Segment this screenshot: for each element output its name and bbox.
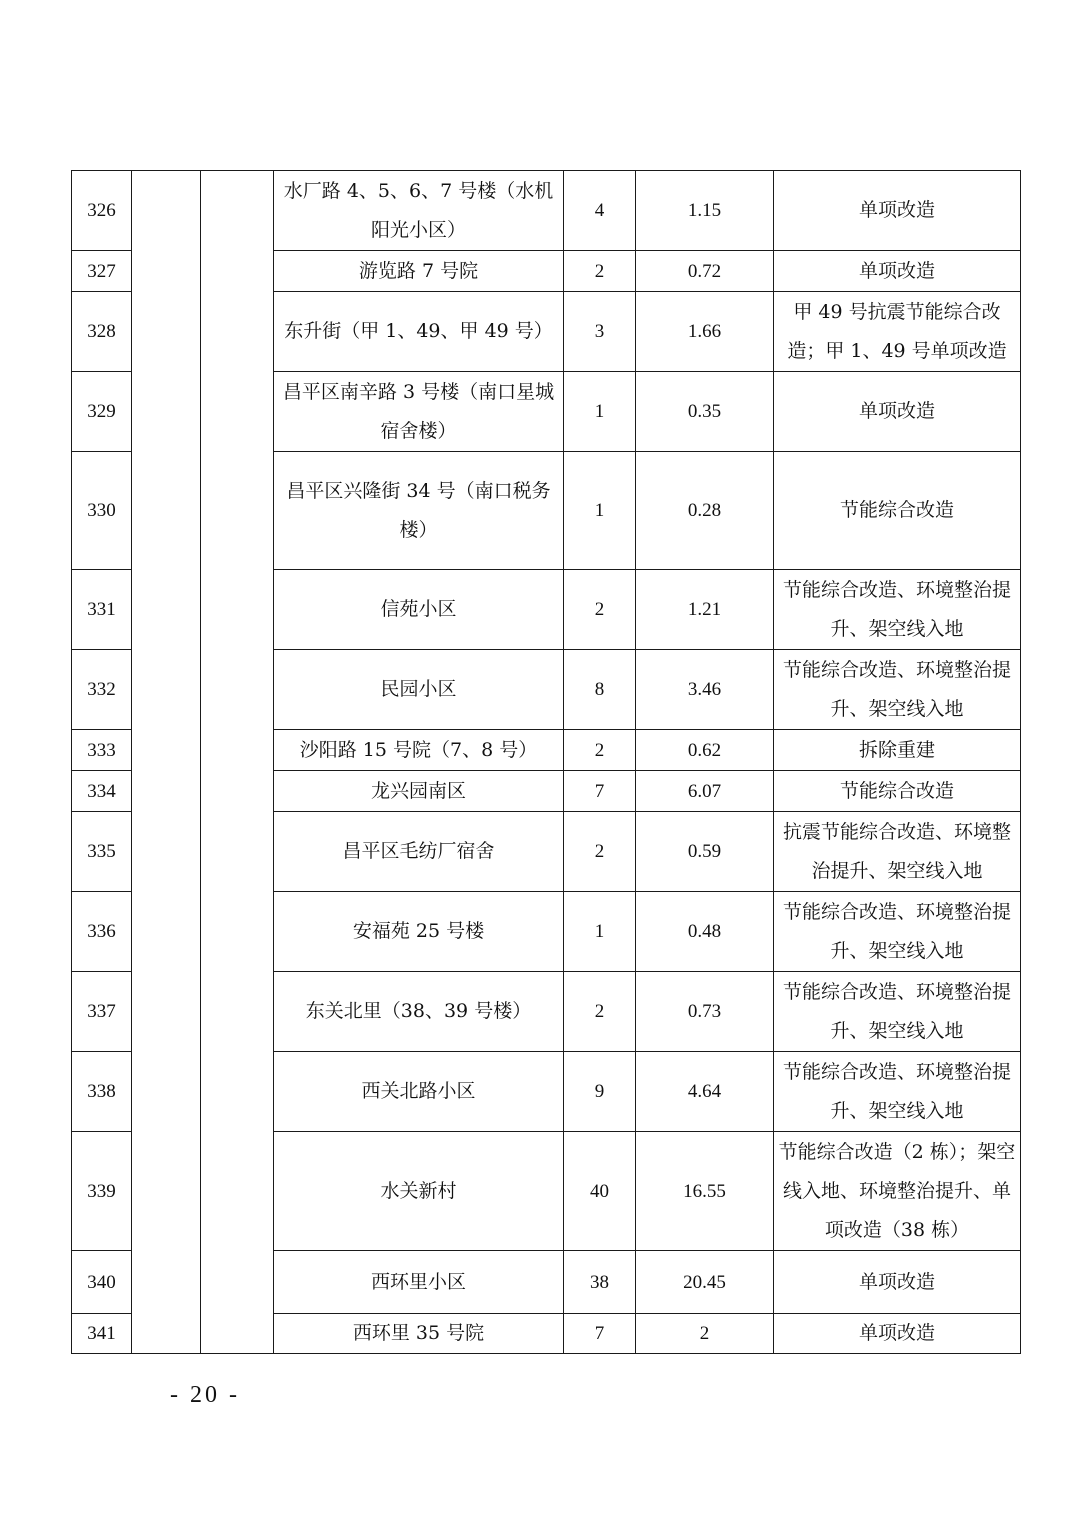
renovation-content-cell: 抗震节能综合改造、环境整治提升、架空线入地 <box>774 812 1021 892</box>
renovation-content-cell: 节能综合改造、环境整治提升、架空线入地 <box>774 650 1021 730</box>
building-count-cell: 38 <box>564 1251 636 1314</box>
row-number-cell: 328 <box>72 292 132 372</box>
row-number-cell: 335 <box>72 812 132 892</box>
renovation-content-cell: 甲 49 号抗震节能综合改造；甲 1、49 号单项改造 <box>774 292 1021 372</box>
area-cell: 16.55 <box>636 1132 774 1251</box>
renovation-content-cell: 节能综合改造（2 栋）；架空线入地、环境整治提升、单项改造（38 栋） <box>774 1132 1021 1251</box>
community-name-cell: 游览路 7 号院 <box>274 251 564 292</box>
community-name-cell: 安福苑 25 号楼 <box>274 892 564 972</box>
building-count-cell: 2 <box>564 730 636 771</box>
row-number-cell: 340 <box>72 1251 132 1314</box>
row-number-cell: 333 <box>72 730 132 771</box>
renovation-content-cell: 节能综合改造、环境整治提升、架空线入地 <box>774 892 1021 972</box>
renovation-content-cell: 单项改造 <box>774 1314 1021 1354</box>
building-count-cell: 1 <box>564 892 636 972</box>
community-name-cell: 东关北里（38、39 号楼） <box>274 972 564 1052</box>
row-number-cell: 339 <box>72 1132 132 1251</box>
area-cell: 0.72 <box>636 251 774 292</box>
building-count-cell: 8 <box>564 650 636 730</box>
row-number-cell: 334 <box>72 771 132 812</box>
building-count-cell: 2 <box>564 812 636 892</box>
renovation-content-cell: 拆除重建 <box>774 730 1021 771</box>
community-name-cell: 东升街（甲 1、49、甲 49 号） <box>274 292 564 372</box>
building-count-cell: 2 <box>564 972 636 1052</box>
building-count-cell: 4 <box>564 171 636 251</box>
building-count-cell: 1 <box>564 452 636 570</box>
renovation-content-cell: 单项改造 <box>774 372 1021 452</box>
area-cell: 6.07 <box>636 771 774 812</box>
building-count-cell: 7 <box>564 771 636 812</box>
renovation-content-cell: 单项改造 <box>774 1251 1021 1314</box>
category-cell <box>201 171 274 1354</box>
area-cell: 1.15 <box>636 171 774 251</box>
renovation-content-cell: 单项改造 <box>774 171 1021 251</box>
community-name-cell: 民园小区 <box>274 650 564 730</box>
renovation-content-cell: 节能综合改造 <box>774 452 1021 570</box>
row-number-cell: 337 <box>72 972 132 1052</box>
building-count-cell: 7 <box>564 1314 636 1354</box>
building-count-cell: 1 <box>564 372 636 452</box>
community-name-cell: 水关新村 <box>274 1132 564 1251</box>
building-count-cell: 40 <box>564 1132 636 1251</box>
community-name-cell: 西环里小区 <box>274 1251 564 1314</box>
area-cell: 0.28 <box>636 452 774 570</box>
page-number: - 20 - <box>170 1382 240 1408</box>
community-name-cell: 西环里 35 号院 <box>274 1314 564 1354</box>
row-number-cell: 341 <box>72 1314 132 1354</box>
row-number-cell: 338 <box>72 1052 132 1132</box>
area-cell: 1.21 <box>636 570 774 650</box>
community-name-cell: 沙阳路 15 号院（7、8 号） <box>274 730 564 771</box>
community-name-cell: 昌平区毛纺厂宿舍 <box>274 812 564 892</box>
row-number-cell: 330 <box>72 452 132 570</box>
district-cell <box>132 171 201 1354</box>
row-number-cell: 326 <box>72 171 132 251</box>
building-count-cell: 3 <box>564 292 636 372</box>
area-cell: 0.35 <box>636 372 774 452</box>
row-number-cell: 336 <box>72 892 132 972</box>
area-cell: 0.62 <box>636 730 774 771</box>
building-count-cell: 2 <box>564 251 636 292</box>
renovation-content-cell: 节能综合改造、环境整治提升、架空线入地 <box>774 570 1021 650</box>
community-name-cell: 龙兴园南区 <box>274 771 564 812</box>
renovation-content-cell: 节能综合改造 <box>774 771 1021 812</box>
area-cell: 0.73 <box>636 972 774 1052</box>
area-cell: 2 <box>636 1314 774 1354</box>
renovation-content-cell: 节能综合改造、环境整治提升、架空线入地 <box>774 1052 1021 1132</box>
area-cell: 1.66 <box>636 292 774 372</box>
community-name-cell: 水厂路 4、5、6、7 号楼（水机阳光小区） <box>274 171 564 251</box>
area-cell: 3.46 <box>636 650 774 730</box>
row-number-cell: 332 <box>72 650 132 730</box>
community-name-cell: 昌平区南辛路 3 号楼（南口星城宿舍楼） <box>274 372 564 452</box>
community-name-cell: 西关北路小区 <box>274 1052 564 1132</box>
renovation-content-cell: 单项改造 <box>774 251 1021 292</box>
row-number-cell: 327 <box>72 251 132 292</box>
community-name-cell: 昌平区兴隆街 34 号（南口税务楼） <box>274 452 564 570</box>
row-number-cell: 331 <box>72 570 132 650</box>
renovation-content-cell: 节能综合改造、环境整治提升、架空线入地 <box>774 972 1021 1052</box>
row-number-cell: 329 <box>72 372 132 452</box>
building-count-cell: 9 <box>564 1052 636 1132</box>
area-cell: 0.59 <box>636 812 774 892</box>
area-cell: 0.48 <box>636 892 774 972</box>
table-row <box>72 171 1021 251</box>
community-name-cell: 信苑小区 <box>274 570 564 650</box>
area-cell: 20.45 <box>636 1251 774 1314</box>
building-count-cell: 2 <box>564 570 636 650</box>
area-cell: 4.64 <box>636 1052 774 1132</box>
project-table <box>71 170 1021 1354</box>
